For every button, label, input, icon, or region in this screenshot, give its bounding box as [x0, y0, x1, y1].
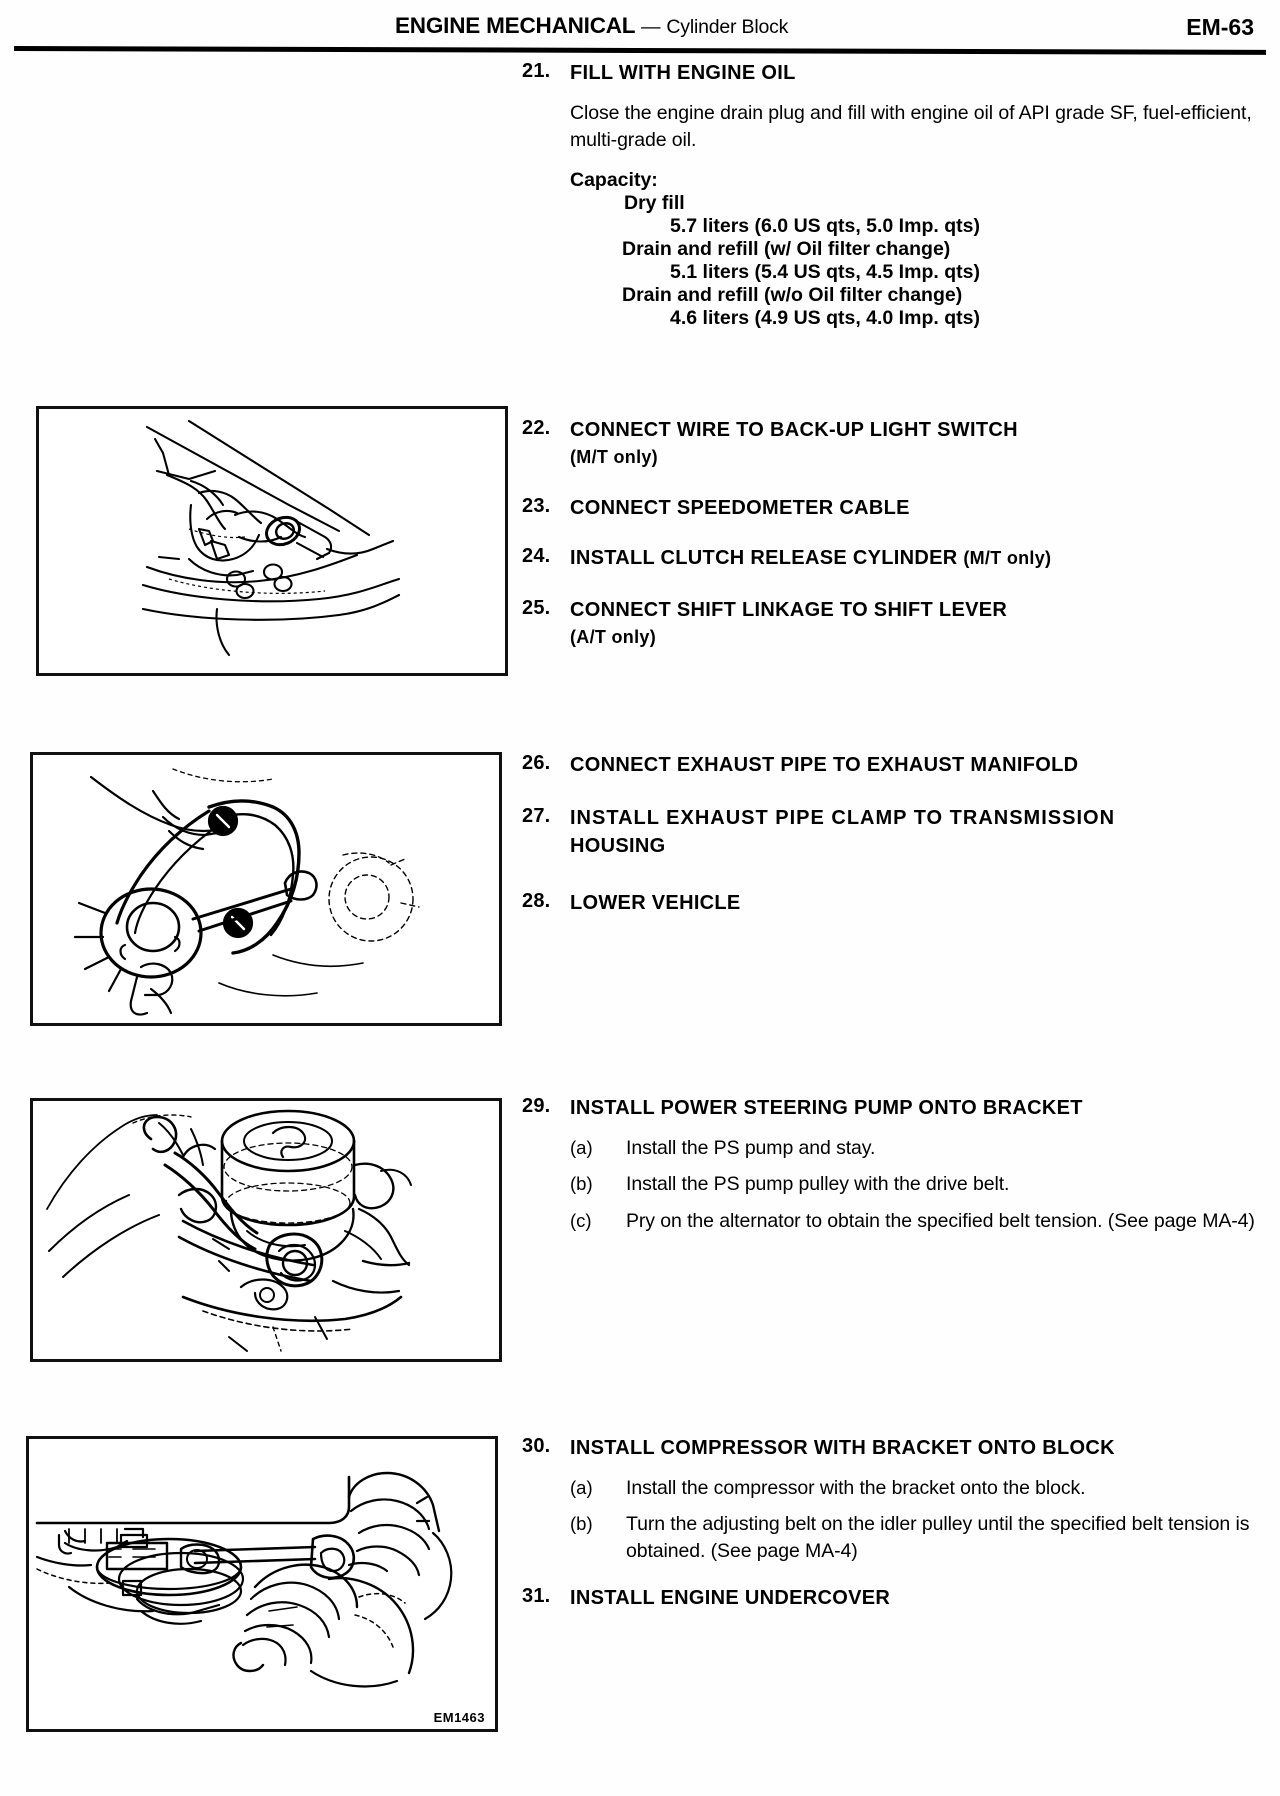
step-21-title: FILL WITH ENGINE OIL — [570, 62, 796, 84]
step-31-number: 31. — [522, 1585, 551, 1607]
substep-text: Install the compressor with the bracket onto the block. — [626, 1476, 1086, 1499]
capacity-label: Capacity: — [570, 168, 658, 191]
step-31-title: INSTALL ENGINE UNDERCOVER — [570, 1587, 891, 1609]
step-30-substep-a — [570, 1475, 1262, 1502]
figure-back-up-light-switch — [36, 406, 508, 676]
substep-letter: (c) — [570, 1209, 592, 1231]
step-24 — [522, 545, 1262, 573]
step-26-number: 26. — [522, 752, 551, 774]
step-27 — [522, 805, 1262, 860]
step-25-title: CONNECT SHIFT LINKAGE TO SHIFT LEVER — [570, 599, 1008, 621]
step-31 — [522, 1585, 1262, 1613]
header-title-main: ENGINE MECHANICAL — [395, 13, 635, 38]
step-21-number: 21. — [522, 60, 551, 82]
step-26-title: CONNECT EXHAUST PIPE TO EXHAUST MANIFOLD — [570, 754, 1079, 776]
step-25-qualifier: (A/T only) — [570, 626, 656, 647]
step-26 — [522, 752, 1262, 780]
step-23 — [522, 495, 1262, 523]
capacity-drain-with-filter-value: 5.1 liters (5.4 US qts, 4.5 Imp. qts) — [670, 260, 980, 283]
power-steering-pump-drawing — [33, 1101, 493, 1353]
header-title-dash: — — [641, 16, 661, 38]
step-28 — [522, 890, 1262, 918]
exhaust-pipe-clamp-drawing — [33, 755, 493, 1017]
substep-letter: (a) — [570, 1476, 593, 1498]
substep-text: Install the PS pump pulley with the drive belt. — [626, 1173, 1010, 1196]
substep-letter: (b) — [570, 1173, 593, 1195]
step-28-number: 28. — [522, 890, 551, 912]
figure-exhaust-pipe-clamp — [30, 752, 502, 1026]
step-29 — [522, 1095, 1262, 1234]
header-title-sub: Cylinder Block — [666, 16, 789, 38]
step-29-substep-c — [570, 1208, 1262, 1235]
step-30-title: INSTALL COMPRESSOR WITH BRACKET ONTO BLOCK — [570, 1437, 1115, 1459]
step-27-title-line2: HOUSING — [570, 834, 666, 857]
capacity-drain-without-filter-value: 4.6 liters (4.9 US qts, 4.0 Imp. qts) — [670, 306, 980, 329]
step-29-title: INSTALL POWER STEERING PUMP ONTO BRACKET — [570, 1097, 1083, 1119]
figure-code: EM1463 — [433, 1710, 485, 1725]
step-24-title — [570, 545, 1262, 573]
header-title — [395, 13, 788, 41]
capacity-dry-fill-label: Dry fill — [624, 191, 685, 214]
substep-letter: (b) — [570, 1513, 593, 1535]
substep-text: Pry on the alternator to obtain the specified belt tension. (See page MA-4) — [626, 1209, 1255, 1232]
header-divider — [14, 46, 1266, 55]
page-number: EM-63 — [1186, 14, 1254, 40]
step-28-title: LOWER VEHICLE — [570, 892, 741, 914]
step-21 — [522, 60, 1262, 330]
step-25-number: 25. — [522, 597, 551, 619]
capacity-drain-without-filter-label: Drain and refill (w/o Oil filter change) — [622, 283, 963, 306]
substep-text: Turn the adjusting belt on the idler pulley until the specified belt tension is obtained. (See page MA-4) — [626, 1513, 1250, 1562]
step-29-substep-b — [570, 1171, 1262, 1198]
step-22 — [522, 417, 1262, 469]
step-24-number: 24. — [522, 545, 551, 567]
step-22-title: CONNECT WIRE TO BACK-UP LIGHT SWITCH — [570, 419, 1018, 441]
step-29-number: 29. — [522, 1095, 551, 1117]
step-22-number: 22. — [522, 417, 551, 439]
compressor-idler-pulley-drawing — [29, 1439, 489, 1723]
step-24-qualifier: (M/T only) — [963, 548, 1052, 568]
step-30-number: 30. — [522, 1435, 551, 1457]
back-up-light-switch-drawing — [39, 409, 499, 667]
step-27-number: 27. — [522, 805, 551, 827]
step-22-qualifier: (M/T only) — [570, 446, 658, 467]
step-30-substep-b — [570, 1511, 1262, 1564]
step-27-title: INSTALL EXHAUST PIPE CLAMP TO TRANSMISSION — [570, 807, 1116, 829]
step-29-substep-a — [570, 1135, 1262, 1162]
figure-compressor-idler-pulley — [26, 1436, 498, 1732]
step-30 — [522, 1435, 1262, 1564]
capacity-drain-with-filter-label: Drain and refill (w/ Oil filter change) — [622, 237, 951, 260]
step-25 — [522, 597, 1262, 649]
step-24-title-text: INSTALL CLUTCH RELEASE CYLINDER — [570, 547, 958, 569]
page-header — [0, 6, 1280, 52]
step-23-title: CONNECT SPEEDOMETER CABLE — [570, 497, 910, 519]
substep-letter: (a) — [570, 1136, 593, 1158]
substep-text: Install the PS pump and stay. — [626, 1136, 876, 1159]
figure-power-steering-pump — [30, 1098, 502, 1362]
step-21-paragraph: Close the engine drain plug and fill with engine oil of API grade SF, fuel-efficient, multi-grade oil. — [570, 101, 1252, 152]
step-23-number: 23. — [522, 495, 551, 517]
capacity-dry-fill-value: 5.7 liters (6.0 US qts, 5.0 Imp. qts) — [670, 214, 980, 237]
